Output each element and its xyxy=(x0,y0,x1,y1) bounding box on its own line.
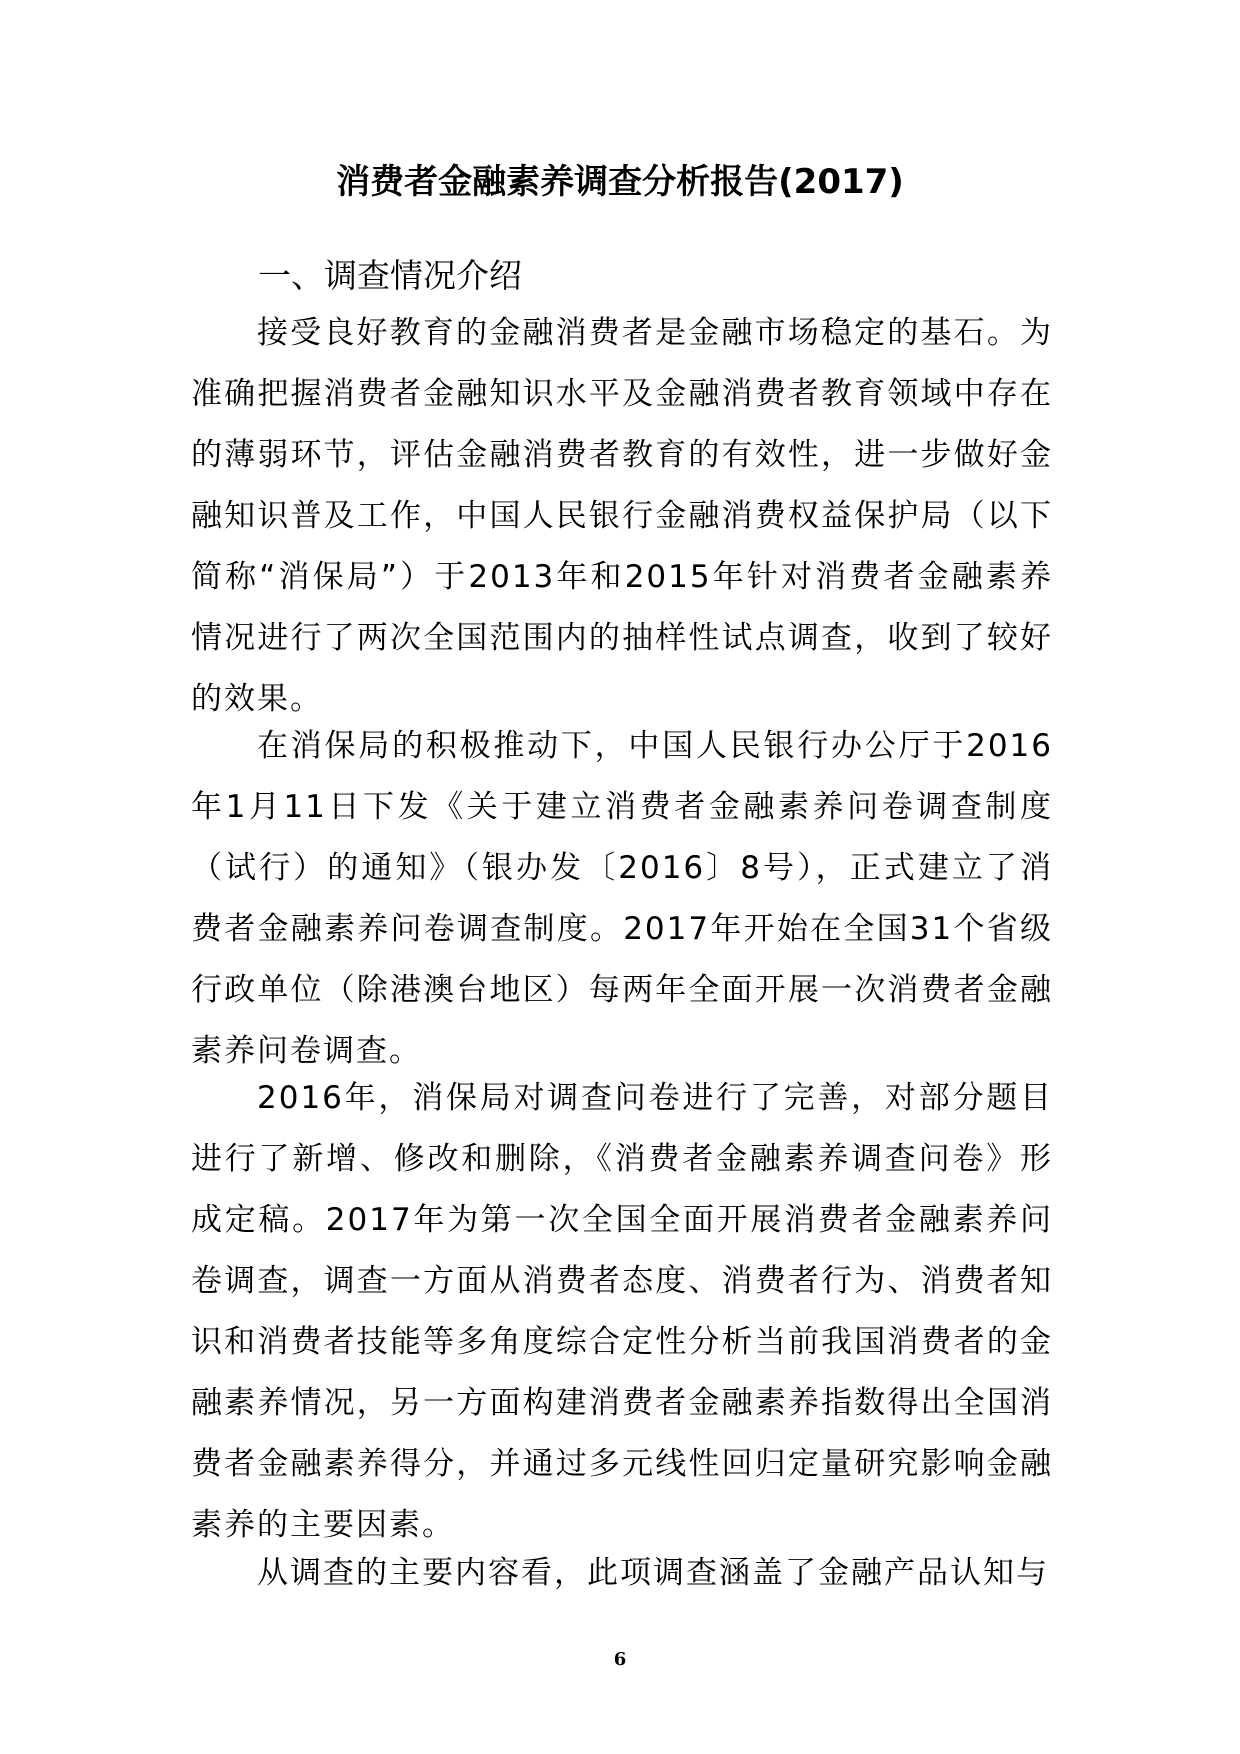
paragraph: 接受良好教育的金融消费者是金融市场稳定的基石。为准确把握消费者金融知识水平及金融消费者教育领域中存在的薄弱环节，评估金融消费者教育的有效性，进一步做好金融知识普及工作，中国人民银行金融消费权益保护局（以下简称“消保局”）于2013年和2015年针对消费者金融素养情况进行了两次全国范围内的抽样性试点调查，收到了较好的效果。 xyxy=(191,315,1053,717)
paragraph: 2016年，消保局对调查问卷进行了完善，对部分题目进行了新增、修改和删除，《消费者金融素养调查问卷》形成定稿。2017年为第一次全国全面开展消费者金融素养问卷调查，调查一方面从消费者态度、消费者行为、消费者知识和消费者技能等多角度综合定性分析当前我国消费者的金融素养情况，另一方面构建消费者金融素养指数得出全国消费者金融素养得分，并通过多元线性回归定量研究影响金融素养的主要因素。 xyxy=(191,1080,1053,1543)
paragraph: 在消保局的积极推动下，中国人民银行办公厅于2016年1月11日下发《关于建立消费者金融素养问卷调查制度（试行）的通知》（银办发〔2016〕8号），正式建立了消费者金融素养问卷调查制度。2017年开始在全国31个省级行政单位（除港澳台地区）每两年全面开展一次消费者金融素养问卷调查。 xyxy=(191,728,1053,1069)
section-heading: 一、调查情况介绍 xyxy=(258,256,522,295)
paragraph: 从调查的主要内容看，此项调查涵盖了金融产品认知与 xyxy=(257,1555,1049,1591)
page-number: 6 xyxy=(613,1649,627,1670)
document-title: 消费者金融素养调查分析报告(2017) xyxy=(336,162,904,202)
